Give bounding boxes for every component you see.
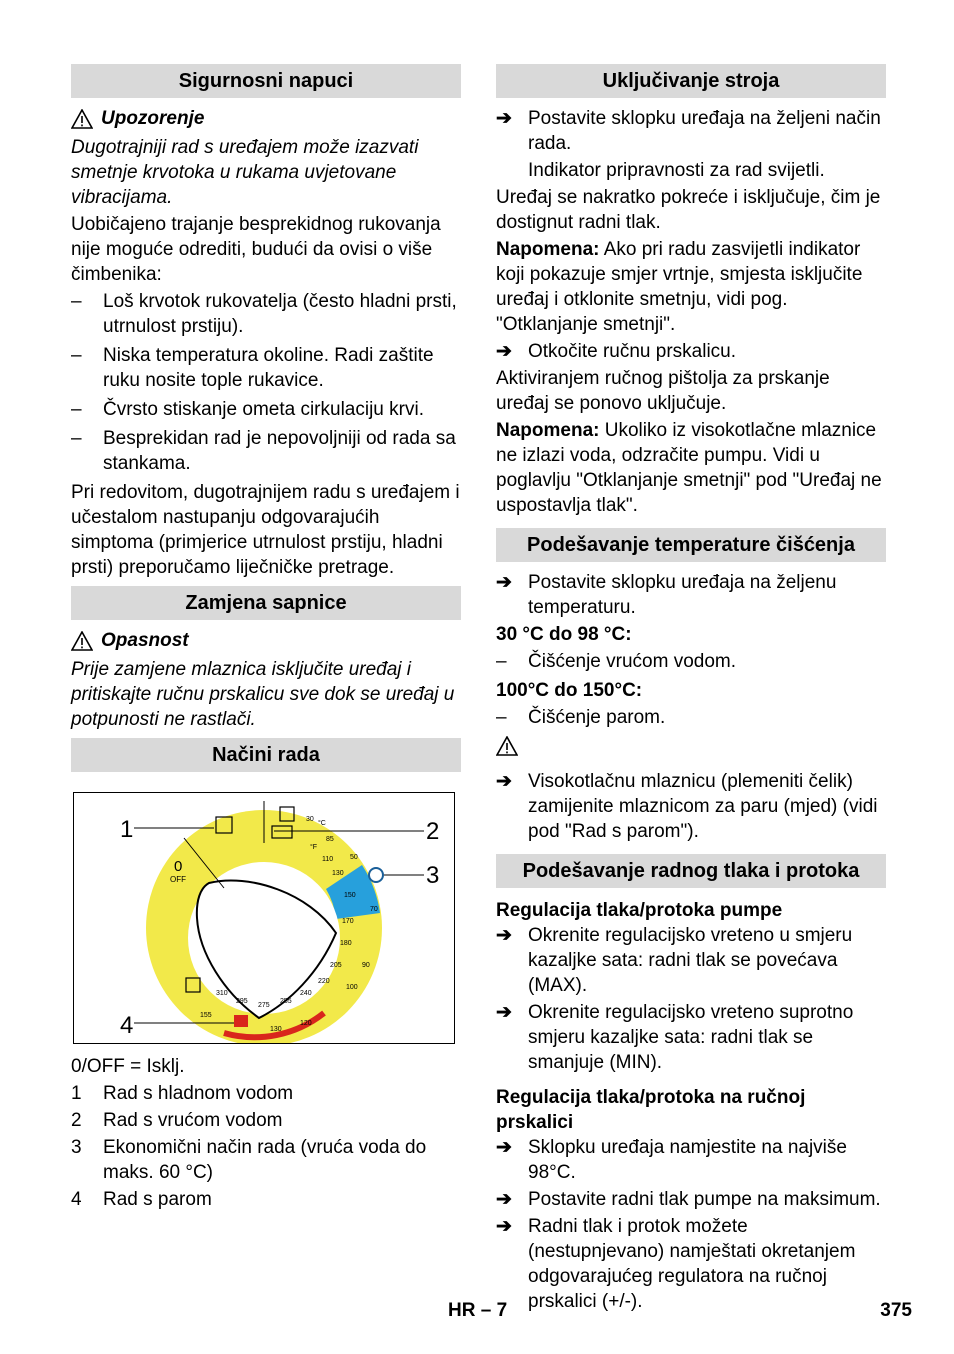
eco-indicator bbox=[369, 868, 383, 882]
section-heading-modes: Načini rada bbox=[71, 738, 461, 772]
paragraph: Aktiviranjem ručnog pištolja za prskanje uređaj se ponovo uključuje. bbox=[496, 368, 830, 414]
warning-triangle-icon bbox=[71, 109, 93, 129]
list-item: – Čvrsto stiskanje ometa cirkulaciju krvi. bbox=[71, 399, 424, 420]
instruction-step: ➔ Radni tlak i protok možete (nestupnjevano) namještati okretanjem odgovarajućeg regulatora na ručnoj prskalici (+/-). bbox=[496, 1216, 856, 1312]
mode-item: 4 Rad s parom bbox=[71, 1189, 212, 1210]
arrow-icon: ➔ bbox=[496, 1216, 512, 1237]
callout-4: 4 bbox=[120, 1012, 134, 1039]
section-heading-temperature: Podešavanje temperature čišćenja bbox=[496, 528, 886, 562]
warning-triangle-icon bbox=[71, 631, 93, 651]
svg-text:90: 90 bbox=[362, 962, 370, 969]
arrow-icon: ➔ bbox=[496, 341, 512, 362]
off-legend: 0/OFF = Isklj. bbox=[71, 1056, 185, 1077]
left-column bbox=[71, 64, 461, 1214]
temp-range-label: 100°C do 150°C: bbox=[496, 680, 643, 701]
paragraph: Uobičajeno trajanje besprekidnog rukovanja nije moguće odrediti, budući da ovisi o više čimbenika: bbox=[71, 214, 441, 285]
instruction-step: ➔ Okrenite regulacijsko vreteno u smjeru kazaljke sata: radni tlak se povećava (MAX). bbox=[496, 925, 853, 996]
svg-text:110: 110 bbox=[322, 856, 334, 863]
arrow-icon: ➔ bbox=[496, 1137, 512, 1158]
mode-item: 1 Rad s hladnom vodom bbox=[71, 1083, 294, 1104]
svg-text:°C: °C bbox=[318, 820, 326, 827]
paragraph: Pri redovitom, dugotrajnijem radu s uređajem i učestalom nastupanju odgovarajućih simptoma (primjerice utrnulost prstiju, hladni prsti) preporučamo liječničke pretrage. bbox=[71, 482, 460, 578]
arrow-icon: ➔ bbox=[496, 925, 512, 946]
svg-text:275: 275 bbox=[258, 1002, 270, 1009]
svg-text:120: 120 bbox=[300, 1020, 312, 1027]
note: Napomena: Ako pri radu zasvijetli indikator koji pokazuje smjer vrtnje, smjesta isključite uređaj i otklonite smetnju, vidi pog. "Otklanjanje smetnji". bbox=[496, 239, 863, 335]
svg-text:50: 50 bbox=[350, 854, 358, 861]
svg-text:255: 255 bbox=[280, 998, 292, 1005]
instruction-step: ➔ Postavite sklopku uređaja na željeni način rada. bbox=[496, 108, 881, 154]
list-item: – Loš krvotok rukovatelja (često hladni prsti, utrnulost prstiju). bbox=[71, 291, 457, 337]
arrow-icon: ➔ bbox=[496, 572, 512, 593]
svg-text:100: 100 bbox=[346, 984, 358, 991]
svg-text:30: 30 bbox=[306, 816, 314, 823]
instruction-step: ➔ Visokotlačnu mlaznicu (plemeniti čelik) zamijenite mlaznicom za paru (mjed) (vidi pod "Rad s parom"). bbox=[496, 771, 878, 842]
arrow-icon: ➔ bbox=[496, 771, 512, 792]
warning-text: Dugotrajniji rad s uređajem može izazvati smetnje krvotoka u rukama uvjetovane vibracijama. bbox=[71, 137, 419, 208]
mode-item: 2 Rad s vrućom vodom bbox=[71, 1110, 283, 1131]
page-label: HR – 7 bbox=[448, 1300, 508, 1321]
arrow-icon: ➔ bbox=[496, 1002, 512, 1023]
subheading: Regulacija tlaka/protoka pumpe bbox=[496, 900, 783, 921]
callout-2: 2 bbox=[426, 818, 440, 845]
danger-text: Prije zamjene mlaznica isključite uređaj i pritiskajte ručnu prskalicu sve dok se uređaj u potpunosti ne rastlači. bbox=[71, 659, 455, 730]
section-heading-safety: Sigurnosni napuci bbox=[71, 64, 461, 98]
svg-text:170: 170 bbox=[342, 918, 354, 925]
mode-item: 3 Ekonomični način rada (vruća voda do maks. 60 °C) bbox=[71, 1137, 427, 1183]
mode-dial-svg bbox=[74, 793, 454, 1043]
arrow-icon: ➔ bbox=[496, 108, 512, 129]
instruction-step: ➔ Otkočite ručnu prskalicu. bbox=[496, 341, 737, 362]
svg-text:240: 240 bbox=[300, 990, 312, 997]
callout-1: 1 bbox=[120, 816, 134, 843]
svg-text:85: 85 bbox=[326, 836, 334, 843]
svg-text:130: 130 bbox=[332, 870, 344, 877]
instruction-step: ➔ Okrenite regulacijsko vreteno suprotno smjeru kazaljke sata: radni tlak se smanjuje (MIN). bbox=[496, 1002, 854, 1073]
paragraph: Uređaj se nakratko pokreće i isključuje, čim je dostignut radni tlak. bbox=[496, 187, 881, 233]
right-column bbox=[496, 64, 886, 1316]
danger-label: Opasnost bbox=[71, 628, 461, 653]
section-heading-nozzle: Zamjena sapnice bbox=[71, 586, 461, 620]
svg-text:130: 130 bbox=[270, 1026, 282, 1033]
instruction-step: ➔ Sklopku uređaja namjestite na najviše 98°C. bbox=[496, 1137, 847, 1183]
list-item: – Niska temperatura okoline. Radi zaštite ruku nosite tople rukavice. bbox=[71, 345, 434, 391]
mode-dial-figure bbox=[73, 792, 455, 1044]
instruction-step: ➔ Postavite radni tlak pumpe na maksimum. bbox=[496, 1189, 881, 1210]
subheading: Regulacija tlaka/protoka na ručnoj prskalici bbox=[496, 1087, 806, 1133]
note: Napomena: Ukoliko iz visokotlačne mlaznice ne izlazi voda, odzračite pumpu. Vidi u poglavlju "Otklanjanje smetnji" pod "Uređaj ne uspostavlja tlak". bbox=[496, 420, 882, 516]
temp-range-label: 30 °C do 98 °C: bbox=[496, 624, 632, 645]
dial-off: OFF bbox=[170, 875, 186, 884]
svg-text:°F: °F bbox=[310, 844, 318, 851]
svg-text:220: 220 bbox=[318, 978, 330, 985]
svg-text:70: 70 bbox=[370, 906, 378, 913]
warning-triangle-icon bbox=[496, 736, 518, 756]
svg-text:310: 310 bbox=[216, 990, 228, 997]
warning-label: Upozorenje bbox=[71, 106, 461, 131]
callout-3: 3 bbox=[426, 862, 440, 889]
list-item: – Besprekidan rad je nepovoljniji od rada sa stankama. bbox=[71, 428, 456, 474]
section-heading-start: Uključivanje stroja bbox=[496, 64, 886, 98]
instruction-step: ➔ Postavite sklopku uređaja na željenu temperaturu. bbox=[496, 572, 837, 618]
dial-zero: 0 bbox=[174, 858, 183, 875]
arrow-icon: ➔ bbox=[496, 1189, 512, 1210]
list-item: – Čišćenje vrućom vodom. bbox=[496, 651, 737, 672]
svg-text:150: 150 bbox=[344, 892, 356, 899]
svg-text:155: 155 bbox=[200, 1012, 212, 1019]
svg-text:295: 295 bbox=[236, 998, 248, 1005]
svg-text:180: 180 bbox=[340, 940, 352, 947]
steam-icon bbox=[234, 1015, 248, 1027]
section-heading-pressure: Podešavanje radnog tlaka i protoka bbox=[496, 854, 886, 888]
result-text: Indikator pripravnosti za rad svijetli. bbox=[528, 160, 825, 181]
list-item: – Čišćenje parom. bbox=[496, 707, 666, 728]
page-number: 375 bbox=[880, 1300, 912, 1321]
svg-text:205: 205 bbox=[330, 962, 342, 969]
